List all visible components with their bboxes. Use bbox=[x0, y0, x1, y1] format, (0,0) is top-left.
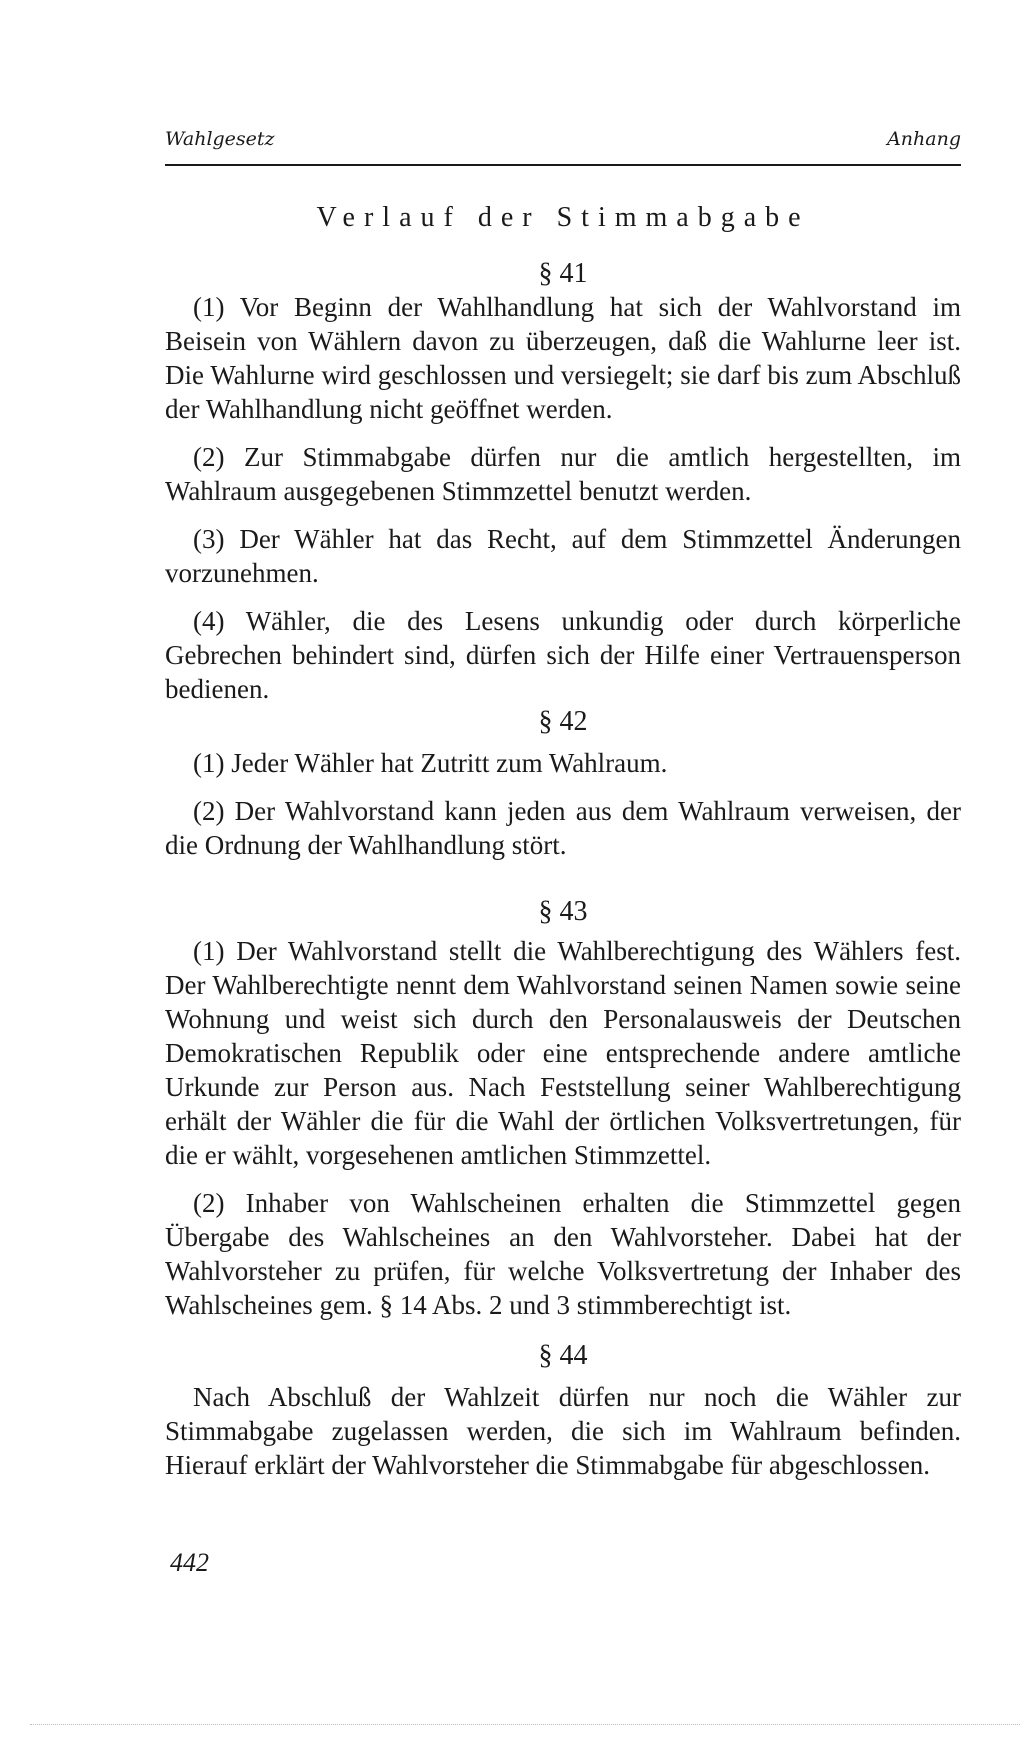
section-42-body bbox=[165, 746, 961, 862]
page-number: 442 bbox=[170, 1548, 209, 1577]
paragraph-heading-42: § 42 bbox=[538, 706, 588, 737]
section-41-para-1: (1) Vor Beginn der Wahlhandlung hat sich der Wahlvorstand im Beisein von Wählern davon zu überzeugen, daß die Wahlurne leer ist. Die Wahlurne wird geschlossen und versiegelt; sie darf bis zum Abschluß der Wahlhandlung nicht geöffnet werden. bbox=[165, 292, 961, 424]
paragraph-heading-44: § 44 bbox=[538, 1340, 588, 1371]
section-44-body bbox=[165, 1380, 961, 1482]
section-43-body bbox=[165, 934, 961, 1322]
paragraph-heading-41: § 41 bbox=[538, 258, 588, 289]
paragraph-heading-43: § 43 bbox=[538, 896, 588, 927]
section-41-body bbox=[165, 290, 961, 706]
section-41-para-2: (2) Zur Stimmabgabe dürfen nur die amtlich hergestellten, im Wahlraum ausgegebenen Stimmzettel benutzt werden. bbox=[165, 442, 961, 506]
scan-edge-line bbox=[30, 1724, 1020, 1725]
section-43-para-2: (2) Inhaber von Wahlscheinen erhalten die Stimmzettel gegen Übergabe des Wahlscheines an den Wahlvorsteher. Dabei hat der Wahlvorsteher zu prüfen, für welche Volksvertretung der Inhaber des Wahlscheines gem. § 14 Abs. 2 und 3 stimmberechtigt ist. bbox=[165, 1188, 961, 1320]
section-title: Verlauf der Stimmabgabe bbox=[316, 202, 810, 233]
running-header bbox=[165, 122, 961, 162]
header-law-title: Wahlgesetz bbox=[165, 128, 275, 150]
header-rule bbox=[165, 164, 961, 166]
header-section-name: Anhang bbox=[887, 128, 961, 150]
section-42-para-1: (1) Jeder Wähler hat Zutritt zum Wahlraum. bbox=[193, 748, 668, 778]
section-41-para-3: (3) Der Wähler hat das Recht, auf dem Stimmzettel Änderungen vorzunehmen. bbox=[165, 524, 961, 588]
section-43-para-1: (1) Der Wahlvorstand stellt die Wahlberechtigung des Wählers fest. Der Wahlberechtigte nennt dem Wahlvorstand seinen Namen sowie seine Wohnung und weist sich durch den Personalausweis der Deutschen Demokratischen Republik oder eine entsprechende andere amtliche Urkunde zur Person aus. Nach Feststellung seiner Wahlberechtigung erhält der Wähler die für die Wahl der örtlichen Volksvertretungen, für die er wählt, vorgesehenen amtlichen Stimmzettel. bbox=[165, 936, 961, 1170]
section-44-para-1: Nach Abschluß der Wahlzeit dürfen nur noch die Wähler zur Stimmabgabe zugelassen werden, die sich im Wahlraum befinden. Hierauf erklärt der Wahlvorsteher die Stimmabgabe für abgeschlossen. bbox=[165, 1382, 961, 1480]
section-42-para-2: (2) Der Wahlvorstand kann jeden aus dem Wahlraum verweisen, der die Ordnung der Wahlhandlung stört. bbox=[165, 796, 961, 860]
section-41-para-4: (4) Wähler, die des Lesens unkundig oder durch körperliche Gebrechen behindert sind, dürfen sich der Hilfe einer Vertrauensperson bedienen. bbox=[165, 606, 961, 704]
